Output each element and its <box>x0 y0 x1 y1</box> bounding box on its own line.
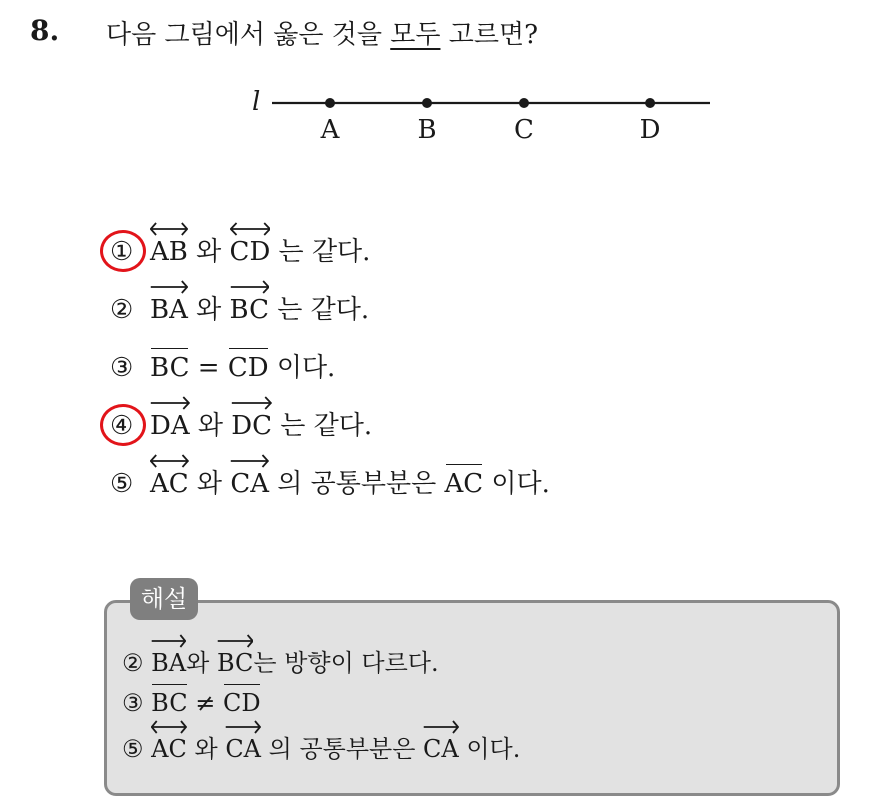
ray-mark-icon <box>150 396 190 410</box>
segment-letters: CD <box>229 237 271 267</box>
choice-5[interactable] <box>110 464 550 500</box>
text-part: 는 방향이 다르다. <box>253 649 439 677</box>
segment-letters: CA <box>225 735 262 763</box>
text-part: 이다. <box>268 353 336 383</box>
text-part: 는 같다. <box>269 295 370 325</box>
ray-da <box>150 406 190 444</box>
segment-letters: DA <box>150 411 190 441</box>
text-part: 와 <box>187 295 230 325</box>
line-ac <box>151 730 187 766</box>
segment-bar-icon <box>446 464 483 465</box>
point-label-a: A <box>320 115 340 145</box>
segment-cd <box>223 684 261 720</box>
solution-title: 해설 <box>130 578 198 620</box>
segment-letters: CD <box>227 353 269 383</box>
ray-dc <box>231 406 272 444</box>
text-part: ⑤ <box>122 735 152 763</box>
question-text-before: 다음 그림에서 옳은 것을 <box>106 20 391 50</box>
point-b <box>422 98 432 108</box>
text-part: 의 공통부분은 <box>269 469 445 499</box>
solution-line-1 <box>122 644 439 678</box>
text-part: 의 공통부분은 <box>261 735 424 763</box>
point-a <box>325 98 335 108</box>
ray-mark-icon <box>230 454 269 468</box>
line-label: l <box>252 87 261 117</box>
line-ac <box>150 464 189 502</box>
question-number: 8. <box>30 14 60 47</box>
text-part: = <box>189 353 228 383</box>
question-text <box>106 14 538 51</box>
point-label-d: D <box>639 115 661 145</box>
point-c <box>519 98 529 108</box>
ray-bc <box>230 290 269 328</box>
point-label-c: C <box>514 115 534 145</box>
segment-letters: AC <box>444 469 484 499</box>
question-text-after: 고르면? <box>440 20 539 50</box>
line-mark-icon <box>150 454 189 468</box>
segment-bc <box>151 684 187 720</box>
choice-number: ⑤ <box>110 469 134 499</box>
choice-3[interactable] <box>110 348 335 384</box>
segment-cd <box>228 348 269 386</box>
text-part: 는 같다. <box>270 237 371 267</box>
text-part: 와 <box>186 649 217 677</box>
text-part: 는 같다. <box>272 411 373 441</box>
ray-ca <box>423 730 459 766</box>
choice-1[interactable] <box>110 232 370 268</box>
solution-line-2 <box>122 684 261 718</box>
segment-letters: AC <box>150 469 189 499</box>
ray-mark-icon <box>231 396 272 410</box>
segment-bar-icon <box>229 348 268 349</box>
line-cd <box>230 232 271 270</box>
segment-bar-icon <box>152 684 186 685</box>
segment-letters: CD <box>222 689 261 717</box>
choice-number: ② <box>110 295 134 325</box>
ray-mark-icon <box>423 720 459 734</box>
ray-ca <box>225 730 261 766</box>
point-d <box>645 98 655 108</box>
segment-letters: DC <box>231 411 273 441</box>
ray-mark-icon <box>151 634 186 648</box>
segment-letters: CA <box>423 735 459 763</box>
selected-answer-circle-icon <box>100 404 146 446</box>
segment-letters: CA <box>230 469 269 499</box>
line-mark-icon <box>150 222 188 236</box>
segment-letters: BC <box>229 295 270 325</box>
segment-letters: AB <box>150 237 188 267</box>
ray-bc <box>217 644 253 680</box>
choice-2[interactable] <box>110 290 369 326</box>
point-label-b: B <box>417 115 437 145</box>
selected-answer-circle-icon <box>100 230 146 272</box>
ray-ca <box>230 464 269 502</box>
segment-ac <box>445 464 484 502</box>
line-ab <box>150 232 188 270</box>
text-part: 이다. <box>483 469 550 499</box>
text-part: ② <box>122 649 152 677</box>
text-part: 와 <box>188 469 231 499</box>
segment-letters: BA <box>150 295 188 325</box>
choice-number: ① <box>110 237 134 267</box>
segment-bar-icon <box>224 684 260 685</box>
ray-mark-icon <box>150 280 188 294</box>
choice-4[interactable] <box>110 406 372 442</box>
segment-letters: BA <box>151 649 187 677</box>
text-part: 와 <box>187 237 230 267</box>
question-text-underlined: 모두 <box>390 20 441 50</box>
ray-ba <box>150 290 188 328</box>
choice-number: ③ <box>110 353 134 383</box>
ray-mark-icon <box>230 280 269 294</box>
segment-bc <box>150 348 189 386</box>
line-figure <box>240 80 720 160</box>
text-part: ③ <box>122 689 152 717</box>
segment-bar-icon <box>151 348 188 349</box>
segment-letters: BC <box>150 353 190 383</box>
text-part: 와 <box>189 411 232 441</box>
choice-number: ④ <box>110 411 134 441</box>
segment-letters: BC <box>216 649 254 677</box>
segment-letters: BC <box>151 689 188 717</box>
line-mark-icon <box>230 222 271 236</box>
segment-letters: AC <box>151 735 187 763</box>
text-part: 와 <box>186 735 226 763</box>
line-mark-icon <box>151 720 187 734</box>
text-part: ≠ <box>187 689 223 717</box>
ray-mark-icon <box>217 634 253 648</box>
ray-ba <box>151 644 186 680</box>
solution-line-3 <box>122 730 520 764</box>
text-part: 이다. <box>458 735 521 763</box>
ray-mark-icon <box>225 720 261 734</box>
